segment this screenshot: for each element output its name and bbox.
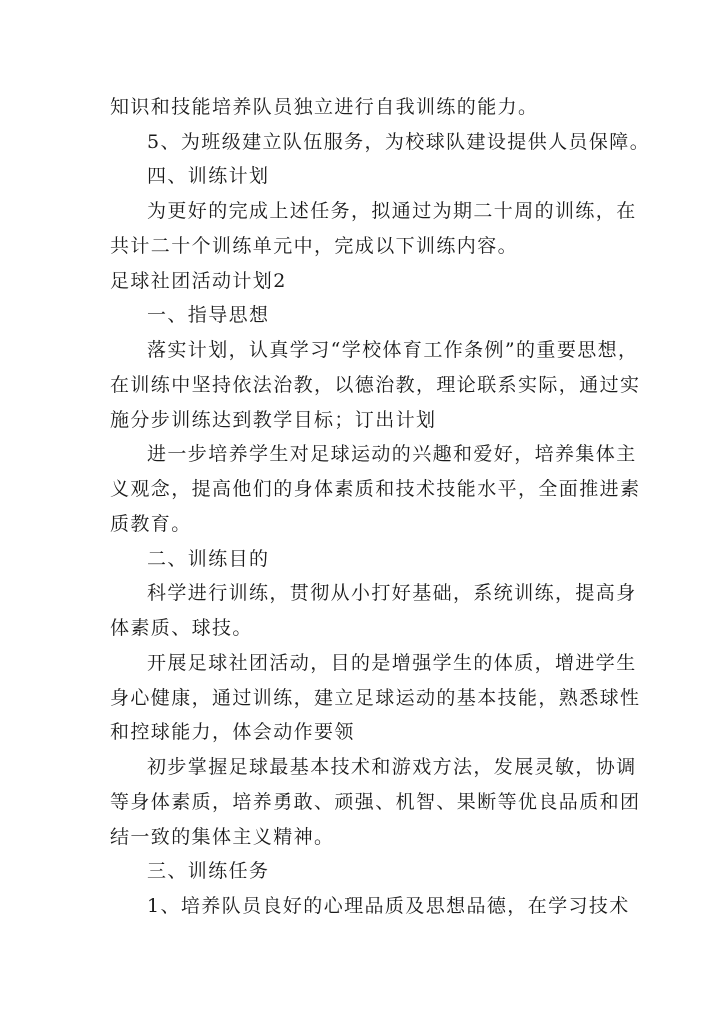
section-heading: 一、指导思想 (147, 304, 270, 326)
text-line: 开展足球社团活动，目的是增强学生的体质，增进学生 (147, 652, 637, 674)
text-line: 科学进行训练，贯彻从小打好基础，系统训练，提高身 (147, 582, 637, 604)
text-line: 在训练中坚持依法治教，以德治教，理论联系实际，通过实 (110, 374, 641, 396)
text-line: 身心健康，通过训练，建立足球运动的基本技能，熟悉球性 (110, 687, 641, 709)
text-line: 知识和技能培养队员独立进行自我训练的能力。 (110, 96, 539, 118)
text-line: 体素质、球技。 (110, 617, 253, 639)
text-line: 1、培养队员良好的心理品质及思想品德，在学习技术 (147, 895, 630, 917)
text-line: 义观念，提高他们的身体素质和技术技能水平，全面推进素 (110, 478, 641, 500)
text-line: 施分步训练达到教学目标；订出计划 (110, 409, 437, 431)
text-line: 和控球能力，体会动作要领 (110, 721, 355, 743)
text-line: 结一致的集体主义精神。 (110, 826, 335, 848)
text-line: 等身体素质，培养勇敢、顽强、机智、果断等优良品质和团 (110, 791, 641, 813)
section-heading: 二、训练目的 (147, 548, 270, 570)
text-line: 落实计划，认真学习“学校体育工作条例”的重要思想， (147, 339, 639, 361)
document-title: 足球社团活动计划2 (110, 270, 287, 292)
section-heading: 四、训练计划 (147, 165, 270, 187)
text-line: 共计二十个训练单元中，完成以下训练内容。 (110, 235, 519, 257)
text-line: 初步掌握足球最基本技术和游戏方法，发展灵敏，协调 (147, 756, 637, 778)
section-heading: 三、训练任务 (147, 860, 270, 882)
text-line: 为更好的完成上述任务，拟通过为期二十周的训练，在 (147, 200, 637, 222)
text-line: 质教育。 (110, 513, 192, 535)
text-line: 进一步培养学生对足球运动的兴趣和爱好，培养集体主 (147, 443, 637, 465)
text-line: 5、为班级建立队伍服务，为校球队建设提供人员保障。 (147, 131, 651, 153)
